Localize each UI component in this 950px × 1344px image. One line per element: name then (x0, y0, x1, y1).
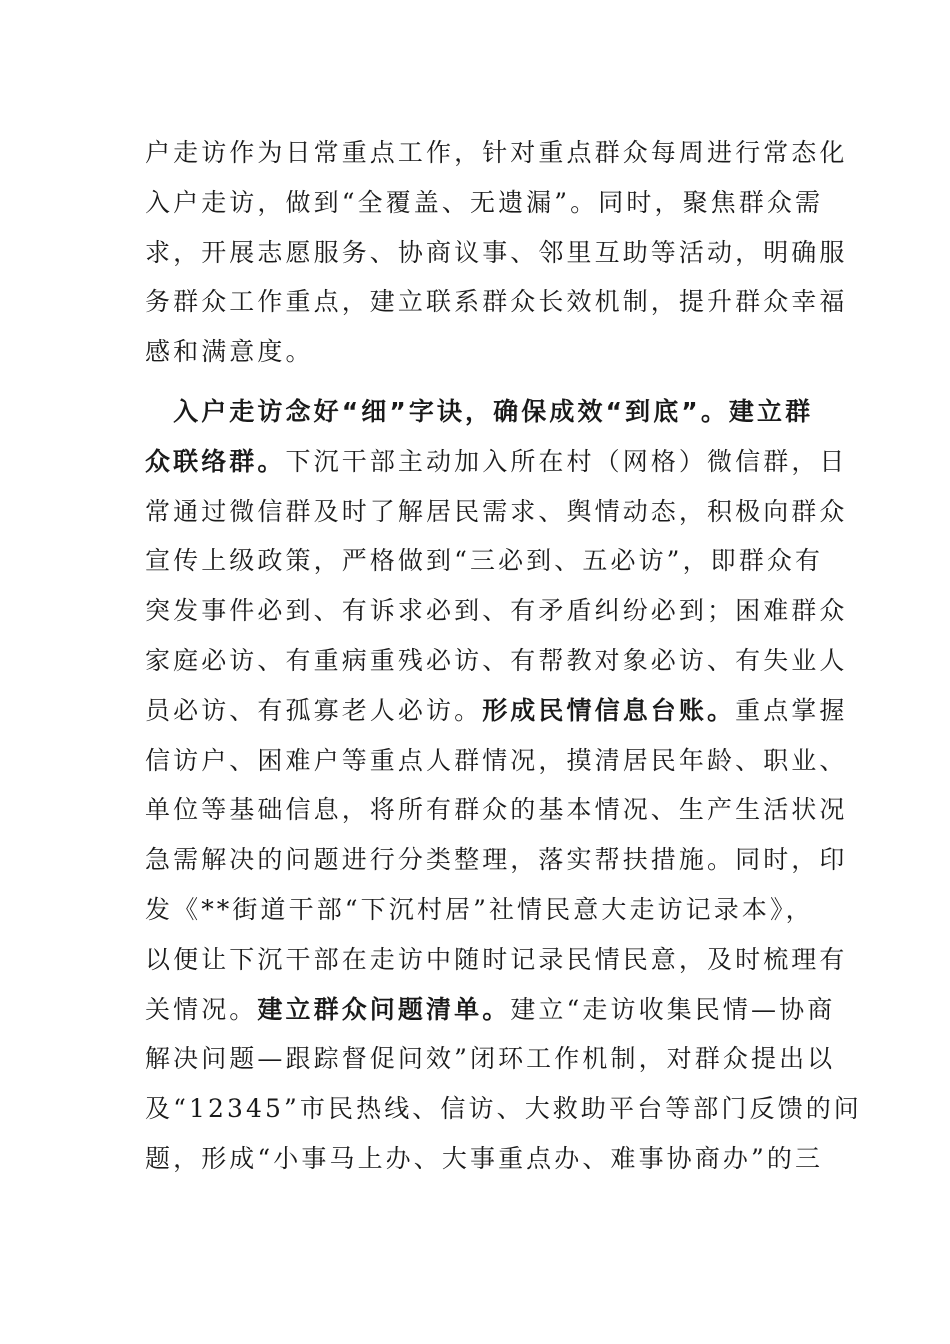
text-run: 建立“走访收集民情—协商 (510, 994, 836, 1024)
bold-heading: 众联络群。 (145, 446, 286, 476)
text-line: 家庭必访、有重病重残必访、有帮教对象必访、有失业人 (145, 645, 848, 675)
text-line: 感和满意度。 (145, 337, 314, 367)
text-run: 重点掌握 (735, 695, 848, 725)
bold-heading: 入户走访念好“细”字诀，确保成效“到底”。建立群 (145, 397, 814, 426)
paragraph-visits (145, 387, 862, 1184)
text-line (145, 437, 848, 487)
text-line: 以便让下沉干部在走访中随时记录民情民意，及时梳理有 (145, 944, 848, 974)
text-line: 及“12345”市民热线、信访、大救助平台等部门反馈的问 (145, 1094, 862, 1124)
text-line: 信访户、困难户等重点人群情况，摸清居民年龄、职业、 (145, 745, 848, 775)
text-line: 题，形成“小事马上办、大事重点办、难事协商办”的三 (145, 1143, 824, 1173)
text-line: 宣传上级政策，严格做到“三必到、五必访”，即群众有 (145, 546, 824, 576)
text-run: 员必访、有孤寡老人必访。 (145, 695, 483, 725)
text-line (145, 985, 836, 1035)
text-line: 急需解决的问题进行分类整理，落实帮扶措施。同时，印 (145, 845, 848, 875)
text-line: 突发事件必到、有诉求必到、有矛盾纠纷必到；困难群众 (145, 596, 848, 626)
text-line: 解决问题—跟踪督促问效”闭环工作机制，对群众提出以 (145, 1044, 836, 1074)
text-line (145, 387, 814, 437)
text-line: 户走访作为日常重点工作，针对重点群众每周进行常态化 (145, 138, 848, 167)
paragraph-continuation (145, 128, 848, 377)
text-line: 入户走访，做到“全覆盖、无遗漏”。同时，聚焦群众需 (145, 187, 824, 217)
bold-heading: 建立群众问题清单。 (257, 994, 511, 1024)
text-line: 常通过微信群及时了解居民需求、舆情动态，积极向群众 (145, 496, 848, 526)
text-line: 务群众工作重点，建立联系群众长效机制，提升群众幸福 (145, 287, 848, 317)
text-line (145, 686, 848, 736)
text-line: 求，开展志愿服务、协商议事、邻里互助等活动，明确服 (145, 237, 848, 267)
text-run: 关情况。 (145, 994, 258, 1024)
bold-heading: 形成民情信息台账。 (482, 695, 736, 725)
text-line: 单位等基础信息，将所有群众的基本情况、生产生活状况 (145, 795, 848, 825)
text-line: 发《**街道干部“下沉村居”社情民意大走访记录本》， (145, 894, 814, 924)
text-run: 下沉干部主动加入所在村（网格）微信群，日 (285, 446, 848, 476)
